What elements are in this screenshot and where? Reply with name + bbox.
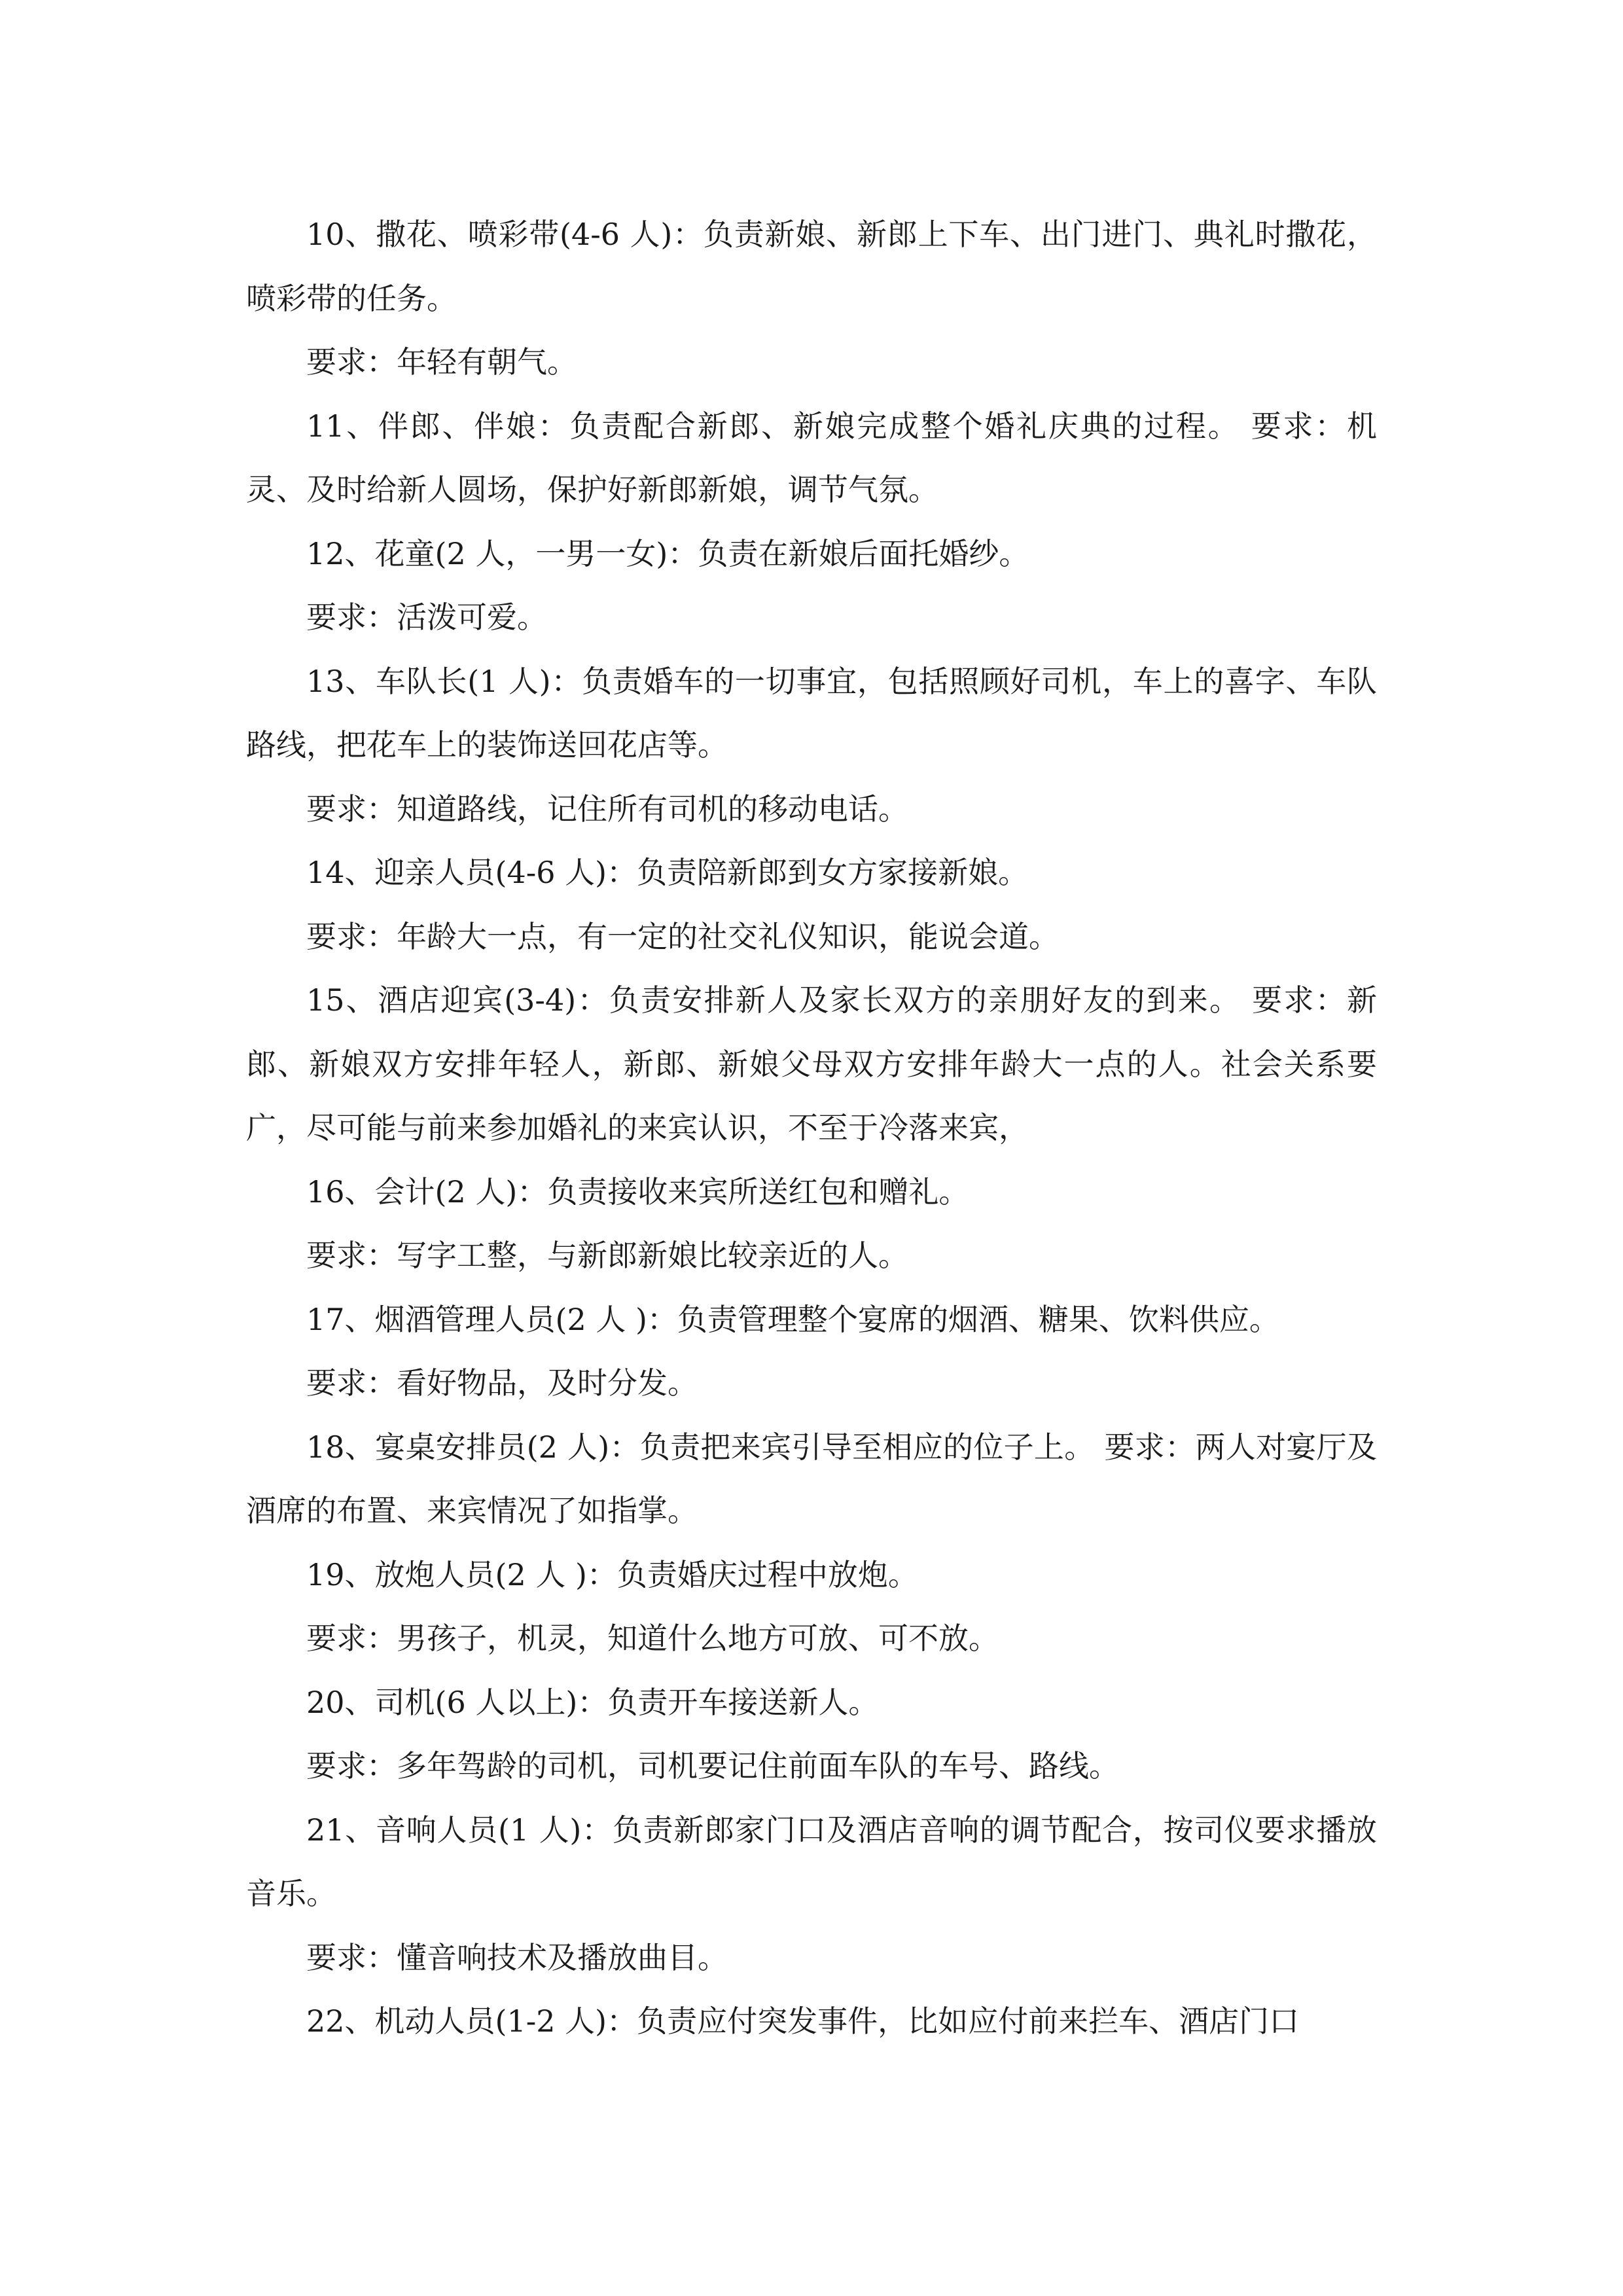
paragraph-20: 21、音响人员(1 人)：负责新郎家门口及酒店音响的调节配合，按司仪要求播放音乐。 <box>246 1812 1377 1911</box>
paragraph-9: 要求：年龄大一点，有一定的社交礼仪知识，能说会道。 <box>306 918 1059 954</box>
paragraph-1: 10、撒花、喷彩带(4-6 人)：负责新娘、新郎上下车、出门进门、典礼时撒花，喷彩带的任务。 <box>246 217 1377 316</box>
paragraph-15: 18、宴桌安排员(2 人)：负责把来宾引导至相应的位子上。 要求：两人对宴厅及酒席的布置、来宾情况了如指掌。 <box>246 1429 1377 1528</box>
document-body <box>246 203 1377 2054</box>
paragraph-21: 要求：懂音响技术及播放曲目。 <box>306 1939 728 1975</box>
paragraph-12: 要求：写字工整，与新郎新娘比较亲近的人。 <box>306 1238 908 1273</box>
paragraph-13: 17、烟酒管理人员(2 人 )：负责管理整个宴席的烟酒、糖果、饮料供应。 <box>306 1301 1279 1337</box>
paragraph-22: 22、机动人员(1-2 人)：负责应付突发事件，比如应付前来拦车、酒店门口 <box>306 2003 1300 2039</box>
paragraph-2: 要求：年轻有朝气。 <box>306 344 577 380</box>
paragraph-3: 11、伴郎、伴娘：负责配合新郎、新娘完成整个婚礼庆典的过程。 要求：机灵、及时给新人圆场，保护好新郎新娘，调节气氛。 <box>246 408 1377 507</box>
paragraph-16: 19、放炮人员(2 人 )：负责婚庆过程中放炮。 <box>306 1556 918 1592</box>
paragraph-18: 20、司机(6 人以上)：负责开车接送新人。 <box>306 1684 879 1720</box>
paragraph-17: 要求：男孩子，机灵，知道什么地方可放、可不放。 <box>306 1621 999 1656</box>
paragraph-8: 14、迎亲人员(4-6 人)：负责陪新郎到女方家接新娘。 <box>306 855 1029 890</box>
paragraph-5: 要求：活泼可爱。 <box>306 600 547 635</box>
paragraph-11: 16、会计(2 人)：负责接收来宾所送红包和赠礼。 <box>306 1174 969 1210</box>
paragraph-7: 要求：知道路线，记住所有司机的移动电话。 <box>306 791 908 827</box>
paragraph-10: 15、酒店迎宾(3-4)：负责安排新人及家长双方的亲朋好友的到来。 要求：新郎、新娘双方安排年轻人，新郎、新娘父母双方安排年龄大一点的人。社会关系要广，尽可能与前来参加婚礼的来宾认识，不至于冷落来宾， <box>246 982 1377 1145</box>
paragraph-4: 12、花童(2 人，一男一女)：负责在新娘后面托婚纱。 <box>306 535 1029 571</box>
paragraph-6: 13、车队长(1 人)：负责婚车的一切事宜，包括照顾好司机，车上的喜字、车队路线，把花车上的装饰送回花店等。 <box>246 663 1377 762</box>
paragraph-19: 要求：多年驾龄的司机，司机要记住前面车队的车号、路线。 <box>306 1748 1119 1784</box>
paragraph-14: 要求：看好物品，及时分发。 <box>306 1365 698 1401</box>
